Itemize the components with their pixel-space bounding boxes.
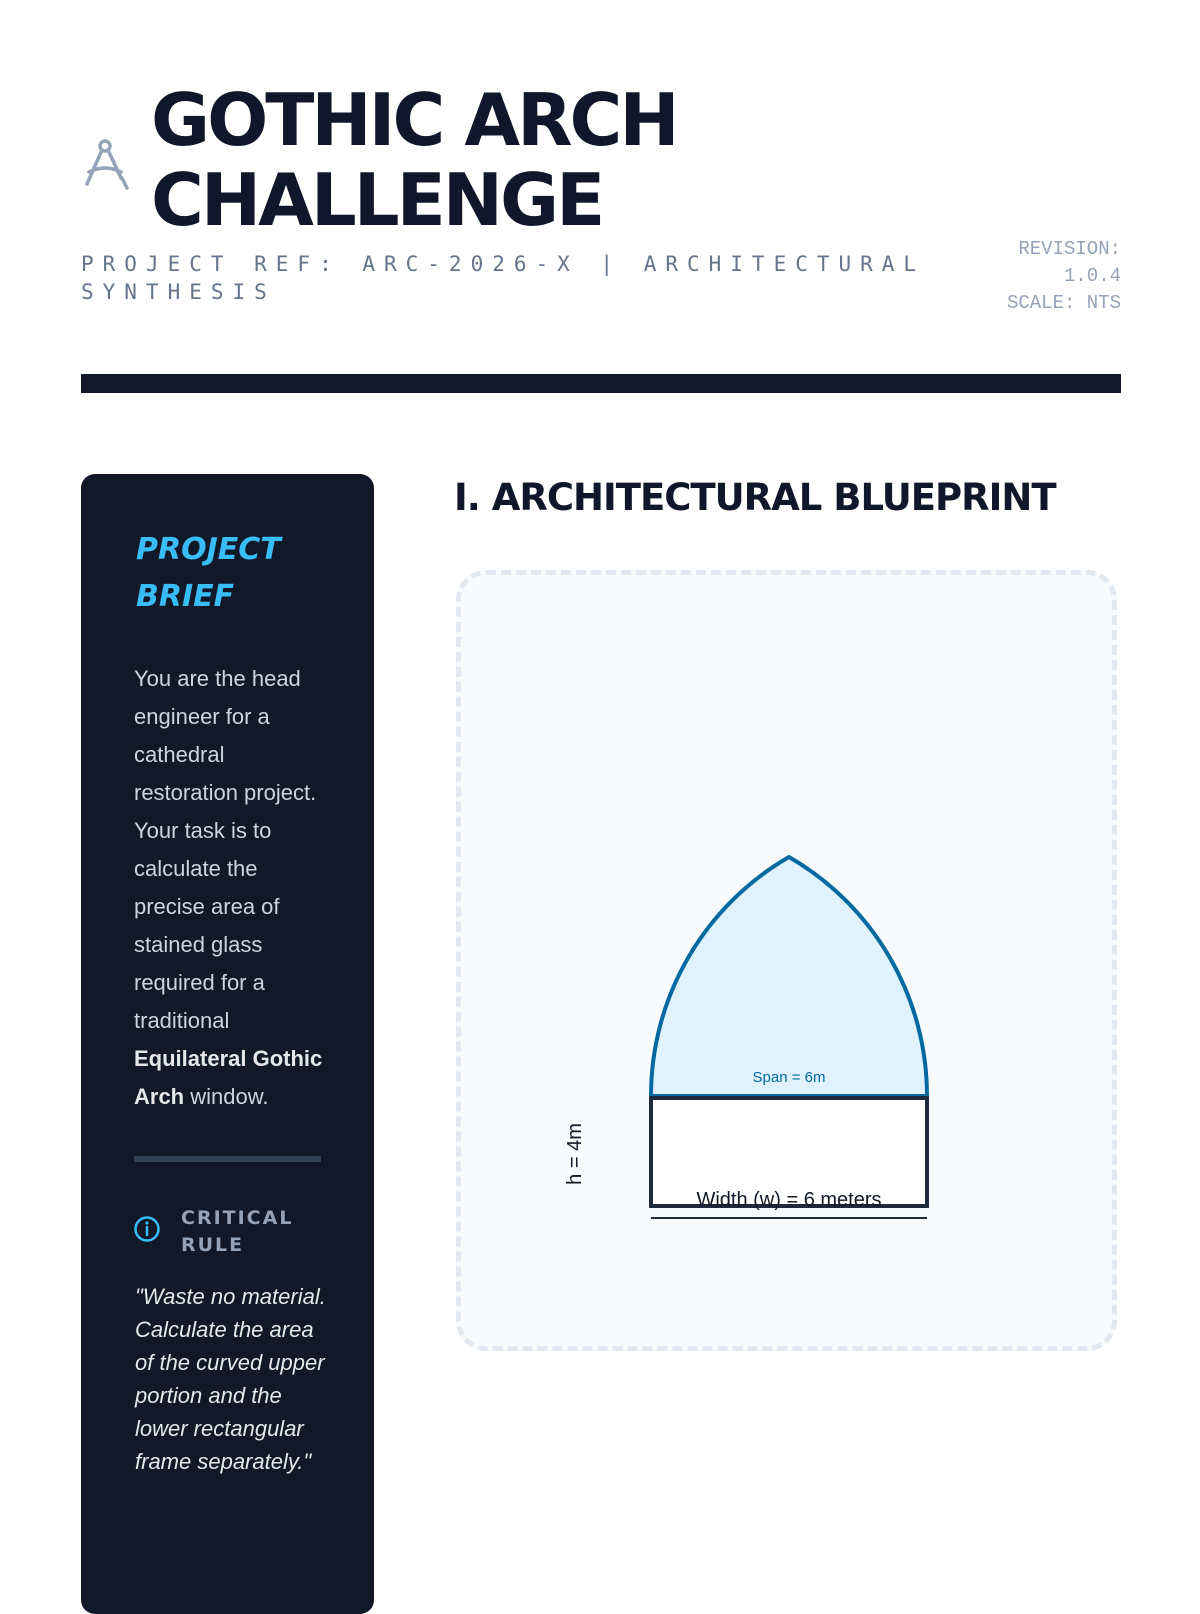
header-divider: [81, 374, 1121, 393]
brief-title: PROJECT BRIEF: [136, 532, 281, 614]
revision-label: REVISION:: [1018, 238, 1121, 260]
section-title: I. ARCHITECTURAL BLUEPRINT: [454, 476, 1056, 519]
critical-rule-quote: "Waste no material. Calculate the area of the curved upper portion and the lower rectangular frame separately.": [135, 1284, 326, 1474]
critical-rule-label: CRITICAL RULE: [181, 1207, 294, 1256]
header: [81, 78, 1121, 314]
project-brief-panel: [81, 474, 374, 1614]
brief-text-end: window.: [184, 1084, 269, 1109]
blueprint-canvas: [456, 570, 1117, 1351]
height-label: h = 4m: [564, 1123, 586, 1185]
brief-divider: [134, 1156, 321, 1162]
page-title: [151, 80, 677, 240]
brief-text: [134, 660, 334, 1116]
title-line-2: CHALLENGE: [151, 158, 603, 242]
info-icon: [133, 1215, 161, 1243]
compass-icon: [81, 132, 129, 192]
scale-label: SCALE: NTS: [1006, 292, 1121, 314]
title-line-1: GOTHIC ARCH: [151, 78, 677, 162]
brief-text-bold: Equilateral Gothic Arch: [134, 1046, 323, 1109]
span-label: Span = 6m: [752, 1069, 826, 1086]
revision-block: [971, 236, 1121, 317]
project-ref: PROJECT REF: ARC-2026-X | ARCHITECTURAL SYNTHESIS: [81, 252, 926, 304]
arch-curved-top: [651, 857, 927, 1096]
brief-text-start: You are the head engineer for a cathedral restoration project. Your task is to calculate the precise area of stained glass required for a traditional: [134, 666, 317, 1033]
width-label: Width (w) = 6 meters: [696, 1189, 882, 1211]
revision-value: 1.0.4: [1063, 265, 1121, 287]
arch-diagram: [461, 575, 1112, 1346]
